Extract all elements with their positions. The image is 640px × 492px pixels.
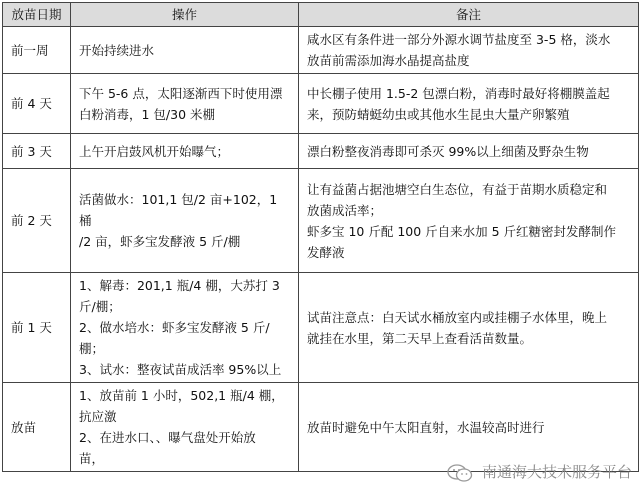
operation-line: 2、做水培水：虾多宝发酵液 5 斤/ [79, 320, 270, 335]
note-line: 放苗前需添加海水晶提高盐度 [307, 53, 470, 68]
operation-line: 下午 5-6 点，太阳逐渐西下时使用漂 [79, 85, 283, 101]
note-line: 让有益菌占据池塘空白生态位，有益于苗期水质稳定和 [307, 181, 608, 197]
cell-date: 前 2 天 [3, 169, 71, 273]
cell-date: 前 4 天 [3, 74, 71, 134]
table-row [3, 27, 639, 74]
note-line: 试苗注意点：白天试水桶放室内或挂棚子水体里，晚上 [307, 309, 608, 325]
operation-line: 开始持续进水 [79, 42, 155, 58]
cell-note [299, 134, 639, 169]
operation-line: 苗， [79, 451, 105, 466]
note-line: 发酵液 [307, 244, 345, 260]
operation-line: /2 亩，虾多宝发酵液 5 斤/棚 [79, 234, 241, 249]
cell-operation [71, 383, 299, 472]
operation-line: 1、放苗前 1 小时，502,1 瓶/4 棚， [79, 388, 284, 403]
schedule-table [2, 2, 639, 472]
cell-note [299, 383, 639, 472]
header-operation: 操作 [71, 3, 299, 27]
operation-line: 上午开启鼓风机开始曝气； [79, 143, 230, 159]
cell-date: 前 3 天 [3, 134, 71, 169]
operation-line: 3、试水：整夜试苗成活率 95%以上 [79, 362, 282, 377]
cell-date: 放苗 [3, 383, 71, 472]
header-date: 放苗日期 [3, 3, 71, 27]
cell-operation [71, 74, 299, 134]
note-line: 来，预防蜻蜓幼虫或其他水生昆虫大量产卵繁殖 [307, 106, 570, 122]
table-row [3, 169, 639, 273]
watermark-text: 南通海大技术服务平台 [481, 463, 632, 481]
note-line: 漂白粉整夜消毒即可杀灭 99%以上细菌及野杂生物 [307, 143, 589, 159]
header-note: 备注 [299, 3, 639, 27]
operation-line: 白粉消毒，1 包/30 米棚 [79, 106, 216, 122]
cell-date: 前一周 [3, 27, 71, 74]
table-row [3, 273, 639, 383]
table-row [3, 74, 639, 134]
table-row [3, 383, 639, 472]
operation-line: 斤/棚； [79, 299, 121, 314]
cell-operation [71, 27, 299, 74]
note-line: 虾多宝 10 斤配 100 斤自来水加 5 斤红糖密封发酵制作 [307, 223, 617, 239]
note-line: 中长棚子使用 1.5-2 包漂白粉，消毒时最好将棚膜盖起 [307, 85, 610, 101]
operation-line: 活菌做水：101,1 包/2 亩+102，1 桶 [79, 192, 278, 228]
cell-note [299, 27, 639, 74]
cell-operation [71, 273, 299, 383]
watermark [447, 461, 632, 482]
cell-operation [71, 134, 299, 169]
cell-date: 前 1 天 [3, 273, 71, 383]
note-line: 放菌成活率； [307, 202, 383, 218]
table-row [3, 134, 639, 169]
operation-line: 1、解毒：201,1 瓶/4 棚，大苏打 3 [79, 278, 280, 293]
cell-note [299, 169, 639, 273]
note-line: 咸水区有条件进一部分外源水调节盐度至 3-5 格，淡水 [307, 32, 611, 47]
wechat-icon [447, 464, 473, 482]
note-line: 就挂在水里，第二天早上查看活苗数量。 [307, 330, 533, 346]
cell-operation [71, 169, 299, 273]
cell-note [299, 273, 639, 383]
operation-line: 抗应激 [79, 409, 117, 424]
operation-line: 棚； [79, 341, 105, 356]
cell-note [299, 74, 639, 134]
note-line: 放苗时避免中午太阳直射，水温较高时进行 [307, 419, 545, 435]
operation-line: 2、在进水口、、曝气盘处开始放 [79, 430, 256, 445]
header-row [3, 3, 639, 27]
